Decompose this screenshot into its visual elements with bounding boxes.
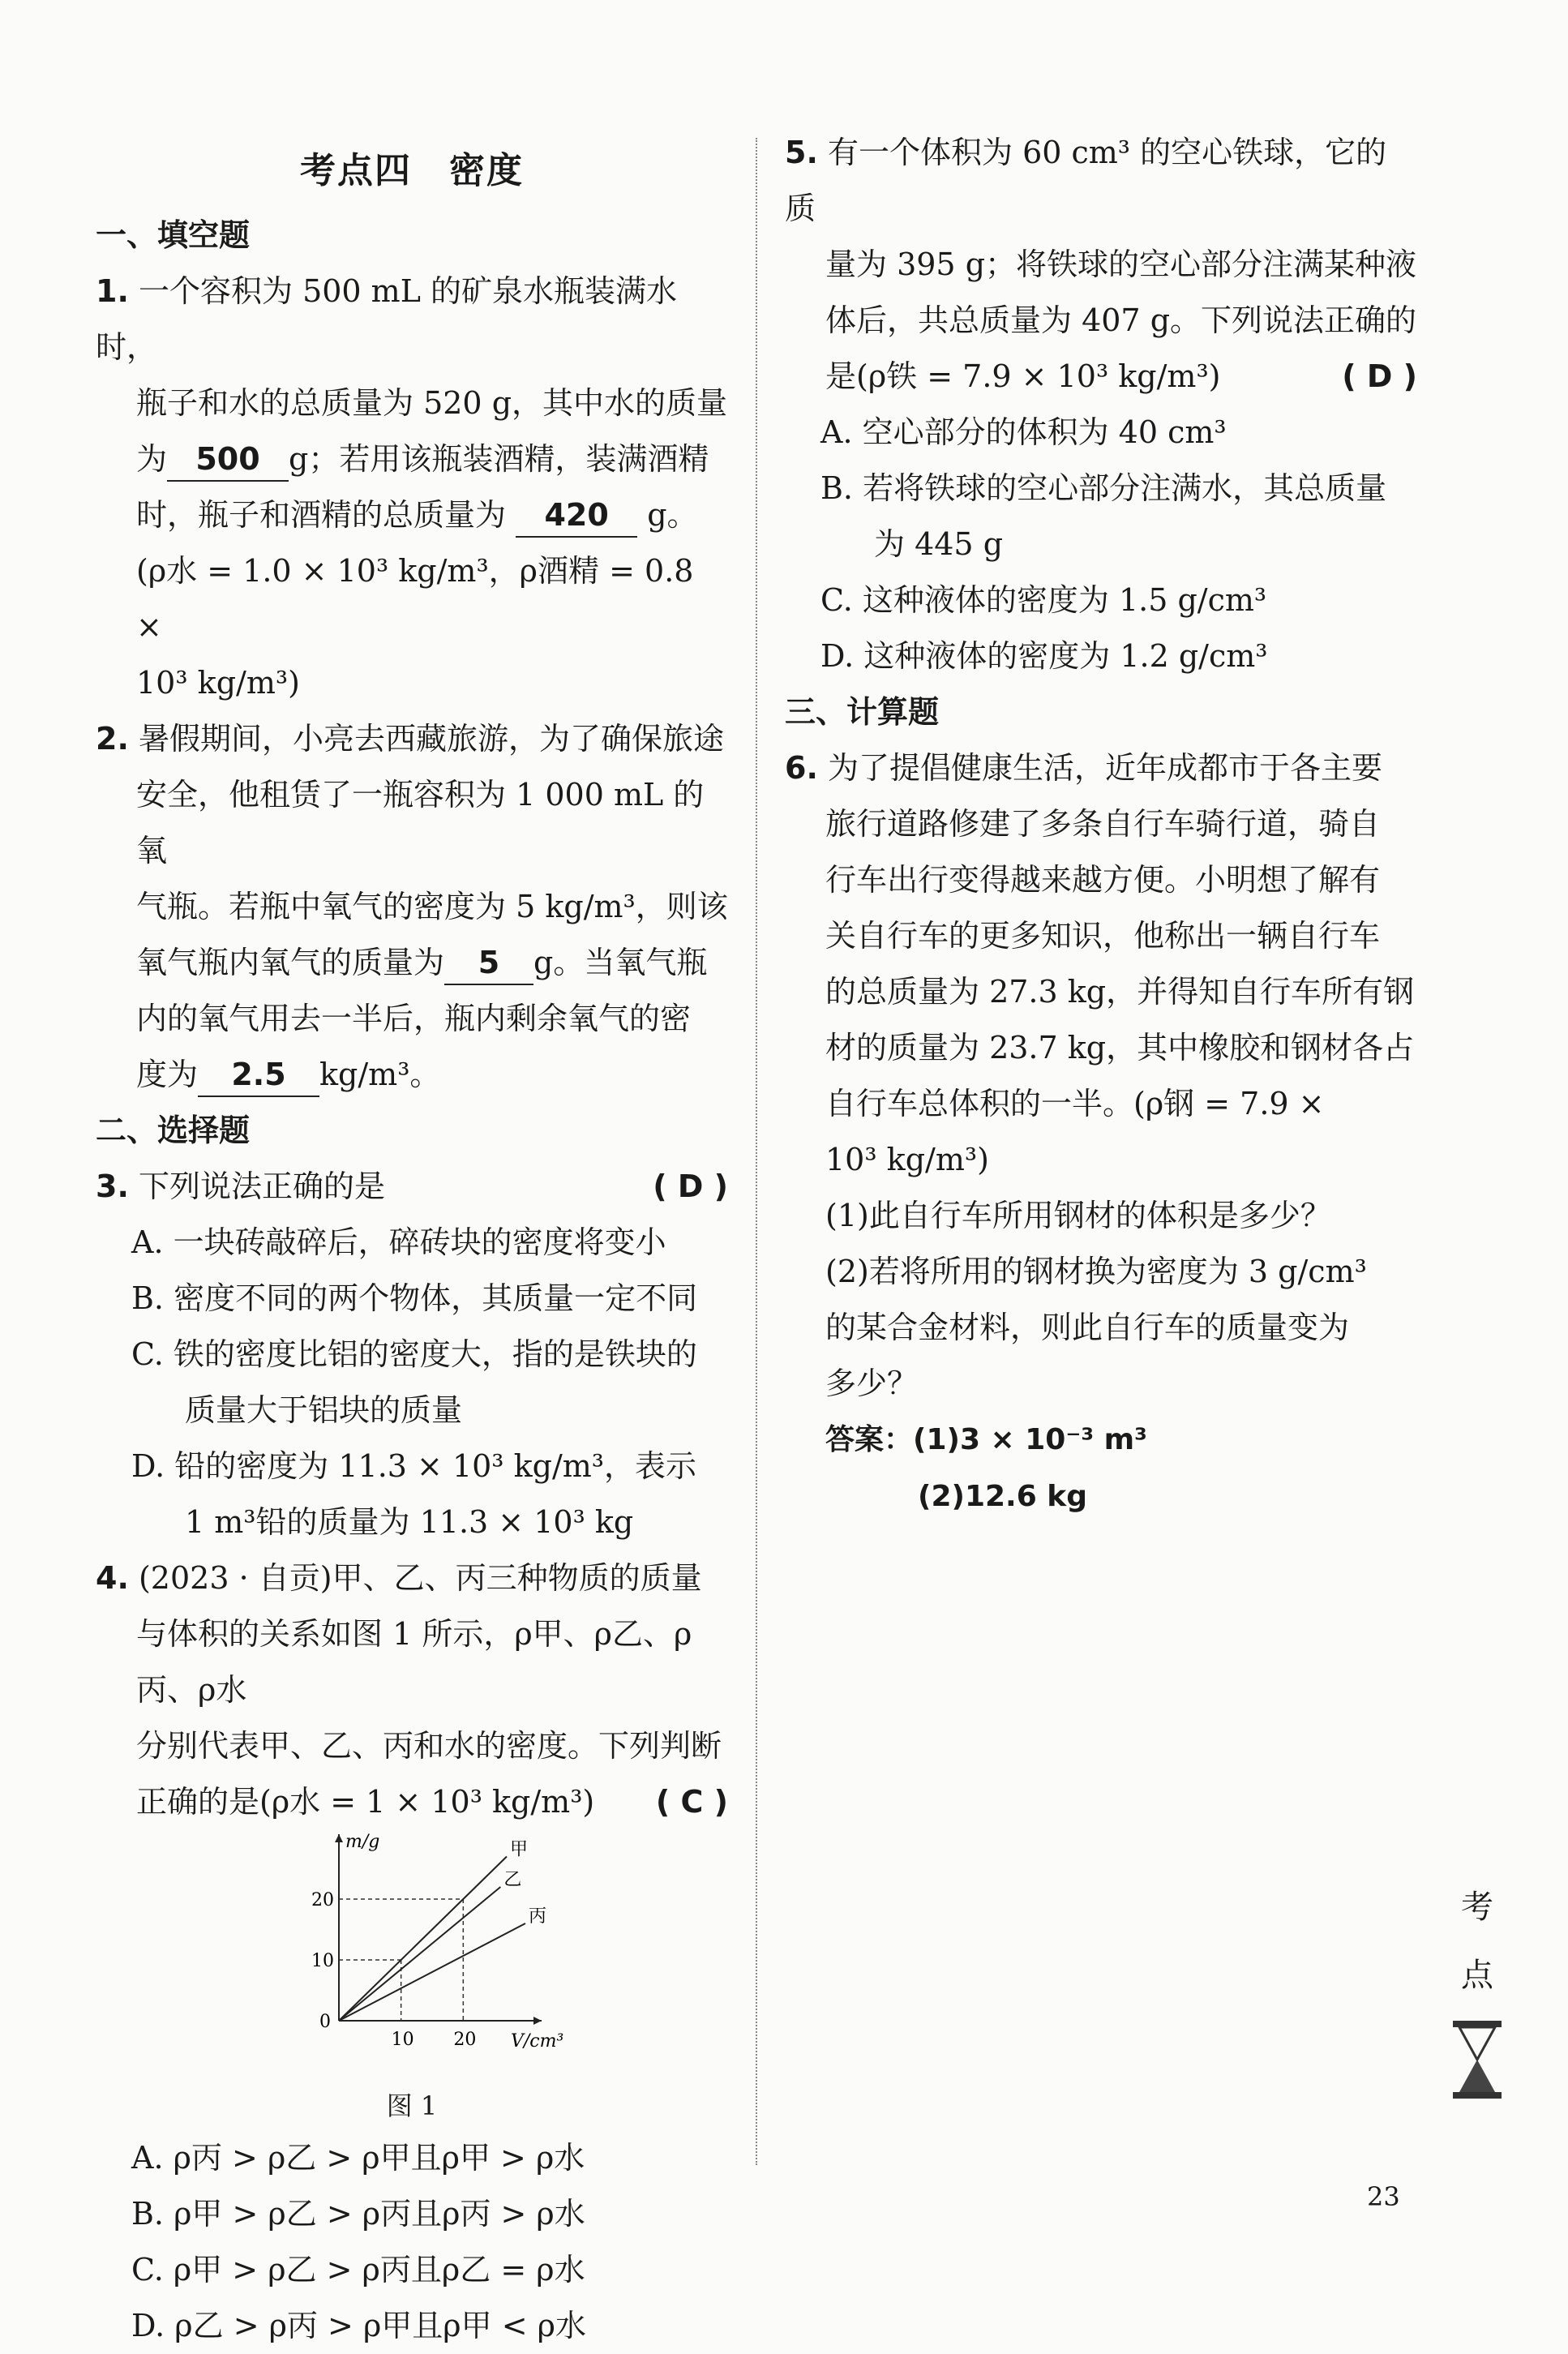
q4-line3: 分别代表甲、乙、丙和水的密度。下列判断 xyxy=(136,1728,722,1764)
q5-line4: 是(ρ铁 = 7.9 × 10³ kg/m³) ( D ) xyxy=(785,349,1417,405)
q2-line2: 安全，他租赁了一瓶容积为 1 000 mL 的氧 xyxy=(136,777,705,868)
page-number: 23 xyxy=(1367,2181,1400,2212)
series-label-0: 甲 xyxy=(510,1839,529,1860)
right-column xyxy=(785,125,1417,1525)
q6-line1: 为了提倡健康生活，近年成都市于各主要 xyxy=(827,750,1382,786)
q6-line7: 自行车总体积的一半。(ρ钢 = 7.9 × xyxy=(825,1086,1325,1121)
q1-line6: 10³ kg/m³) xyxy=(136,665,300,701)
q4-option-d: D. ρ乙 > ρ丙 > ρ甲且ρ甲 < ρ水 xyxy=(131,2308,586,2343)
q6-answer xyxy=(785,1412,1417,1525)
x-axis-label: V/cm³ xyxy=(511,2031,564,2052)
q6-line4: 关自行车的更多知识，他称出一辆自行车 xyxy=(825,918,1381,954)
q3-option-d-line2: 1 m³铅的质量为 11.3 × 10³ kg xyxy=(185,1504,634,1540)
series-label-1: 乙 xyxy=(503,1870,522,1890)
q6-line3: 行车出行变得越来越方便。小明想了解有 xyxy=(825,862,1381,898)
q5-number: 5. xyxy=(785,135,818,170)
section-choice: 二、选择题 xyxy=(96,1113,251,1148)
left-column xyxy=(96,143,728,2354)
q6-part2-line3: 多少？ xyxy=(825,1366,919,1401)
q4-line4: 正确的是(ρ水 = 1 × 10³ kg/m³) ( C ) xyxy=(96,1774,728,1830)
sidebar-char-2: 点 xyxy=(1461,1957,1493,1994)
q5-option-b-line1: B. 若将铁球的空心部分注满水，其总质量 xyxy=(820,470,1387,506)
origin-label: 0 xyxy=(319,2012,331,2032)
q6-answer-part2: (2)12.6 kg xyxy=(918,1480,1088,1513)
q6-line6: 材的质量为 23.7 kg，其中橡胶和钢材各占 xyxy=(825,1030,1415,1066)
q3-option-b: B. 密度不同的两个物体，其质量一定不同 xyxy=(131,1280,698,1316)
y-axis-label: m/g xyxy=(345,1832,380,1852)
figure-caption: 图 1 xyxy=(386,2090,438,2121)
q5-option-d: D. 这种液体的密度为 1.2 g/cm³ xyxy=(820,638,1268,674)
q6-part2-line2: 的某合金材料，则此自行车的质量变为 xyxy=(825,1310,1350,1345)
section-calculation: 三、计算题 xyxy=(785,694,940,730)
q3-answer: ( D ) xyxy=(653,1168,728,1204)
series-label-2: 丙 xyxy=(529,1906,547,1927)
question-2 xyxy=(96,711,728,1103)
q2-number: 2. xyxy=(96,721,129,757)
q2-line3: 气瓶。若瓶中氧气的密度为 5 kg/m³，则该 xyxy=(136,889,728,924)
q6-part2-line1: (2)若将所用的钢材换为密度为 3 g/cm³ xyxy=(825,1254,1367,1289)
q5-option-a: A. 空心部分的体积为 40 cm³ xyxy=(820,414,1227,450)
q5-answer: ( D ) xyxy=(1342,358,1417,394)
q6-answer-part1: 答案：(1)3 × 10⁻³ m³ xyxy=(825,1423,1147,1456)
question-5 xyxy=(785,125,1417,684)
x-tick-label-1: 20 xyxy=(453,2030,477,2050)
q6-line8: 10³ kg/m³) xyxy=(825,1142,989,1177)
q6-part1: (1)此自行车所用钢材的体积是多少？ xyxy=(825,1198,1331,1233)
q5-line1: 有一个体积为 60 cm³ 的空心铁球，它的质 xyxy=(785,135,1387,226)
q2-line5: 内的氧气用去一半后，瓶内剩余氧气的密 xyxy=(136,1001,692,1036)
q2-line1: 暑假期间，小亮去西藏旅游，为了确保旅途 xyxy=(138,721,724,757)
mass-volume-chart xyxy=(282,1830,564,2073)
q5-option-b-line2: 为 445 g xyxy=(874,526,1004,562)
page-title: 考点四 密度 xyxy=(300,150,524,191)
series-line-0 xyxy=(339,1857,507,2022)
sidebar-tab xyxy=(1451,1873,1503,2009)
q1-number: 1. xyxy=(96,273,129,309)
series-line-2 xyxy=(339,1923,525,2021)
hourglass-icon xyxy=(1450,2019,1505,2100)
y-tick-label-0: 10 xyxy=(311,1951,334,1971)
q3-option-d-line1: D. 铅的密度为 11.3 × 10³ kg/m³，表示 xyxy=(131,1448,697,1484)
q2-line4: 氧气瓶内氧气的质量为 5 g。当氧气瓶 xyxy=(96,935,728,991)
q6-line2: 旅行道路修建了多条自行车骑行道，骑自 xyxy=(825,806,1381,842)
question-4 xyxy=(96,1550,728,2354)
q2-blank2-answer: 2.5 xyxy=(198,1053,319,1097)
q4-option-b: B. ρ甲 > ρ乙 > ρ丙且ρ丙 > ρ水 xyxy=(131,2196,585,2232)
q2-blank1-answer: 5 xyxy=(444,941,533,985)
q6-line5: 的总质量为 27.3 kg，并得知自行车所有钢 xyxy=(825,974,1415,1010)
section-fill-blank: 一、填空题 xyxy=(96,217,251,253)
q4-line1: (2023 · 自贡)甲、乙、丙三种物质的质量 xyxy=(138,1560,702,1596)
y-tick-label-1: 20 xyxy=(311,1890,334,1910)
x-axis-arrow xyxy=(533,2017,542,2025)
question-6 xyxy=(785,740,1417,1525)
q4-option-c: C. ρ甲 > ρ乙 > ρ丙且ρ乙 = ρ水 xyxy=(131,2252,585,2288)
q5-option-c: C. 这种液体的密度为 1.5 g/cm³ xyxy=(820,582,1267,618)
q4-answer: ( C ) xyxy=(655,1784,728,1820)
q1-line2: 瓶子和水的总质量为 520 g，其中水的质量 xyxy=(136,385,728,421)
figure-1 xyxy=(96,1830,728,2122)
column-divider xyxy=(756,138,757,2165)
q4-option-a: A. ρ丙 > ρ乙 > ρ甲且ρ甲 > ρ水 xyxy=(131,2140,585,2176)
q2-line6: 度为 2.5 kg/m³。 xyxy=(96,1047,728,1103)
q1-line5: (ρ水 = 1.0 × 10³ kg/m³，ρ酒精 = 0.8 × xyxy=(136,553,694,645)
question-1 xyxy=(96,264,728,711)
y-axis-arrow xyxy=(335,1834,343,1842)
q3-number: 3. xyxy=(96,1168,129,1204)
q1-line1: 一个容积为 500 mL 的矿泉水瓶装满水时， xyxy=(96,273,678,365)
q1-line4: 时，瓶子和酒精的总质量为 420 g。 xyxy=(96,487,728,543)
q3-stem: 下列说法正确的是 xyxy=(138,1168,385,1204)
question-3 xyxy=(96,1159,728,1550)
q1-line3: 为 500 g；若用该瓶装酒精，装满酒精 xyxy=(96,431,728,487)
q1-blank2-answer: 420 xyxy=(516,494,637,538)
q5-line3: 体后，共总质量为 407 g。下列说法正确的 xyxy=(825,302,1417,338)
q4-number: 4. xyxy=(96,1560,129,1596)
series-line-1 xyxy=(339,1887,500,2021)
x-tick-label-0: 10 xyxy=(391,2030,414,2050)
q3-option-c-line2: 质量大于铝块的质量 xyxy=(185,1392,463,1428)
q4-line2: 与体积的关系如图 1 所示，ρ甲、ρ乙、ρ丙、ρ水 xyxy=(136,1616,692,1708)
q5-line2: 量为 395 g；将铁球的空心部分注满某种液 xyxy=(825,247,1417,282)
q6-number: 6. xyxy=(785,750,818,786)
q3-option-c-line1: C. 铁的密度比铝的密度大，指的是铁块的 xyxy=(131,1336,697,1372)
q1-blank1-answer: 500 xyxy=(167,438,289,482)
sidebar-char-1: 考 xyxy=(1461,1889,1493,1926)
q3-option-a: A. 一块砖敲碎后，碎砖块的密度将变小 xyxy=(131,1224,666,1260)
